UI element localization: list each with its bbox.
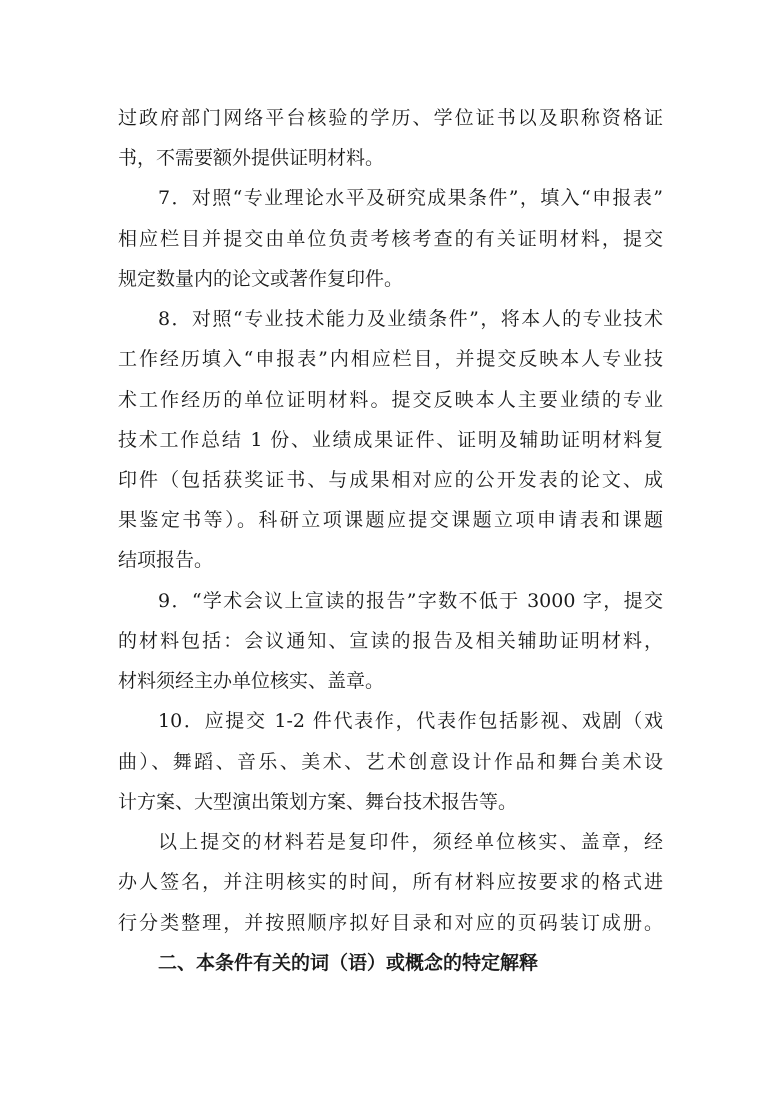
text-line: 材料须经主办单位核实、盖章。 <box>118 670 385 692</box>
item-9-line: 9．“学术会议上宣读的报告”字数不低于 3000 字，提交 <box>158 590 663 612</box>
section-heading: 二、本条件有关的词（语）或概念的特定解释 <box>158 952 539 974</box>
text-line: 工作经历填入“申报表”内相应栏目，并提交反映本人专业技 <box>118 348 663 370</box>
text-line: 曲）、舞蹈、音乐、美术、艺术创意设计作品和舞台美术设 <box>118 751 663 773</box>
text-line: 术工作经历的单位证明材料。提交反映本人主要业绩的专业 <box>118 389 663 411</box>
text-line: 相应栏目并提交由单位负责考核考查的有关证明材料，提交 <box>118 228 663 250</box>
text-line: 过政府部门网络平台核验的学历、学位证书以及职称资格证 <box>118 107 663 129</box>
text-line: 结项报告。 <box>118 549 214 571</box>
summary-line: 以上提交的材料若是复印件，须经单位核实、盖章，经 <box>158 831 663 853</box>
text-line: 书，不需要额外提供证明材料。 <box>118 147 385 169</box>
text-line: 果鉴定书等）。科研立项课题应提交课题立项申请表和课题 <box>118 509 663 531</box>
text-line: 办人签名，并注明核实的时间，所有材料应按要求的格式进 <box>118 871 663 893</box>
item-7-line: 7．对照“专业理论水平及研究成果条件”，填入“申报表” <box>158 187 663 209</box>
text-line: 的材料包括：会议通知、宣读的报告及相关辅助证明材料， <box>118 630 663 652</box>
item-10-line: 10．应提交 1-2 件代表作，代表作包括影视、戏剧（戏 <box>158 710 663 732</box>
text-line: 技术工作总结 1 份、业绩成果证件、证明及辅助证明材料复 <box>118 429 663 451</box>
text-line: 计方案、大型演出策划方案、舞台技术报告等。 <box>118 791 518 813</box>
text-line: 行分类整理，并按照顺序拟好目录和对应的页码装订成册。 <box>118 912 663 934</box>
text-line: 印件（包括获奖证书、与成果相对应的公开发表的论文、成 <box>118 469 663 491</box>
text-line: 规定数量内的论文或著作复印件。 <box>118 268 404 290</box>
item-8-line: 8．对照“专业技术能力及业绩条件”，将本人的专业技术 <box>158 308 663 330</box>
